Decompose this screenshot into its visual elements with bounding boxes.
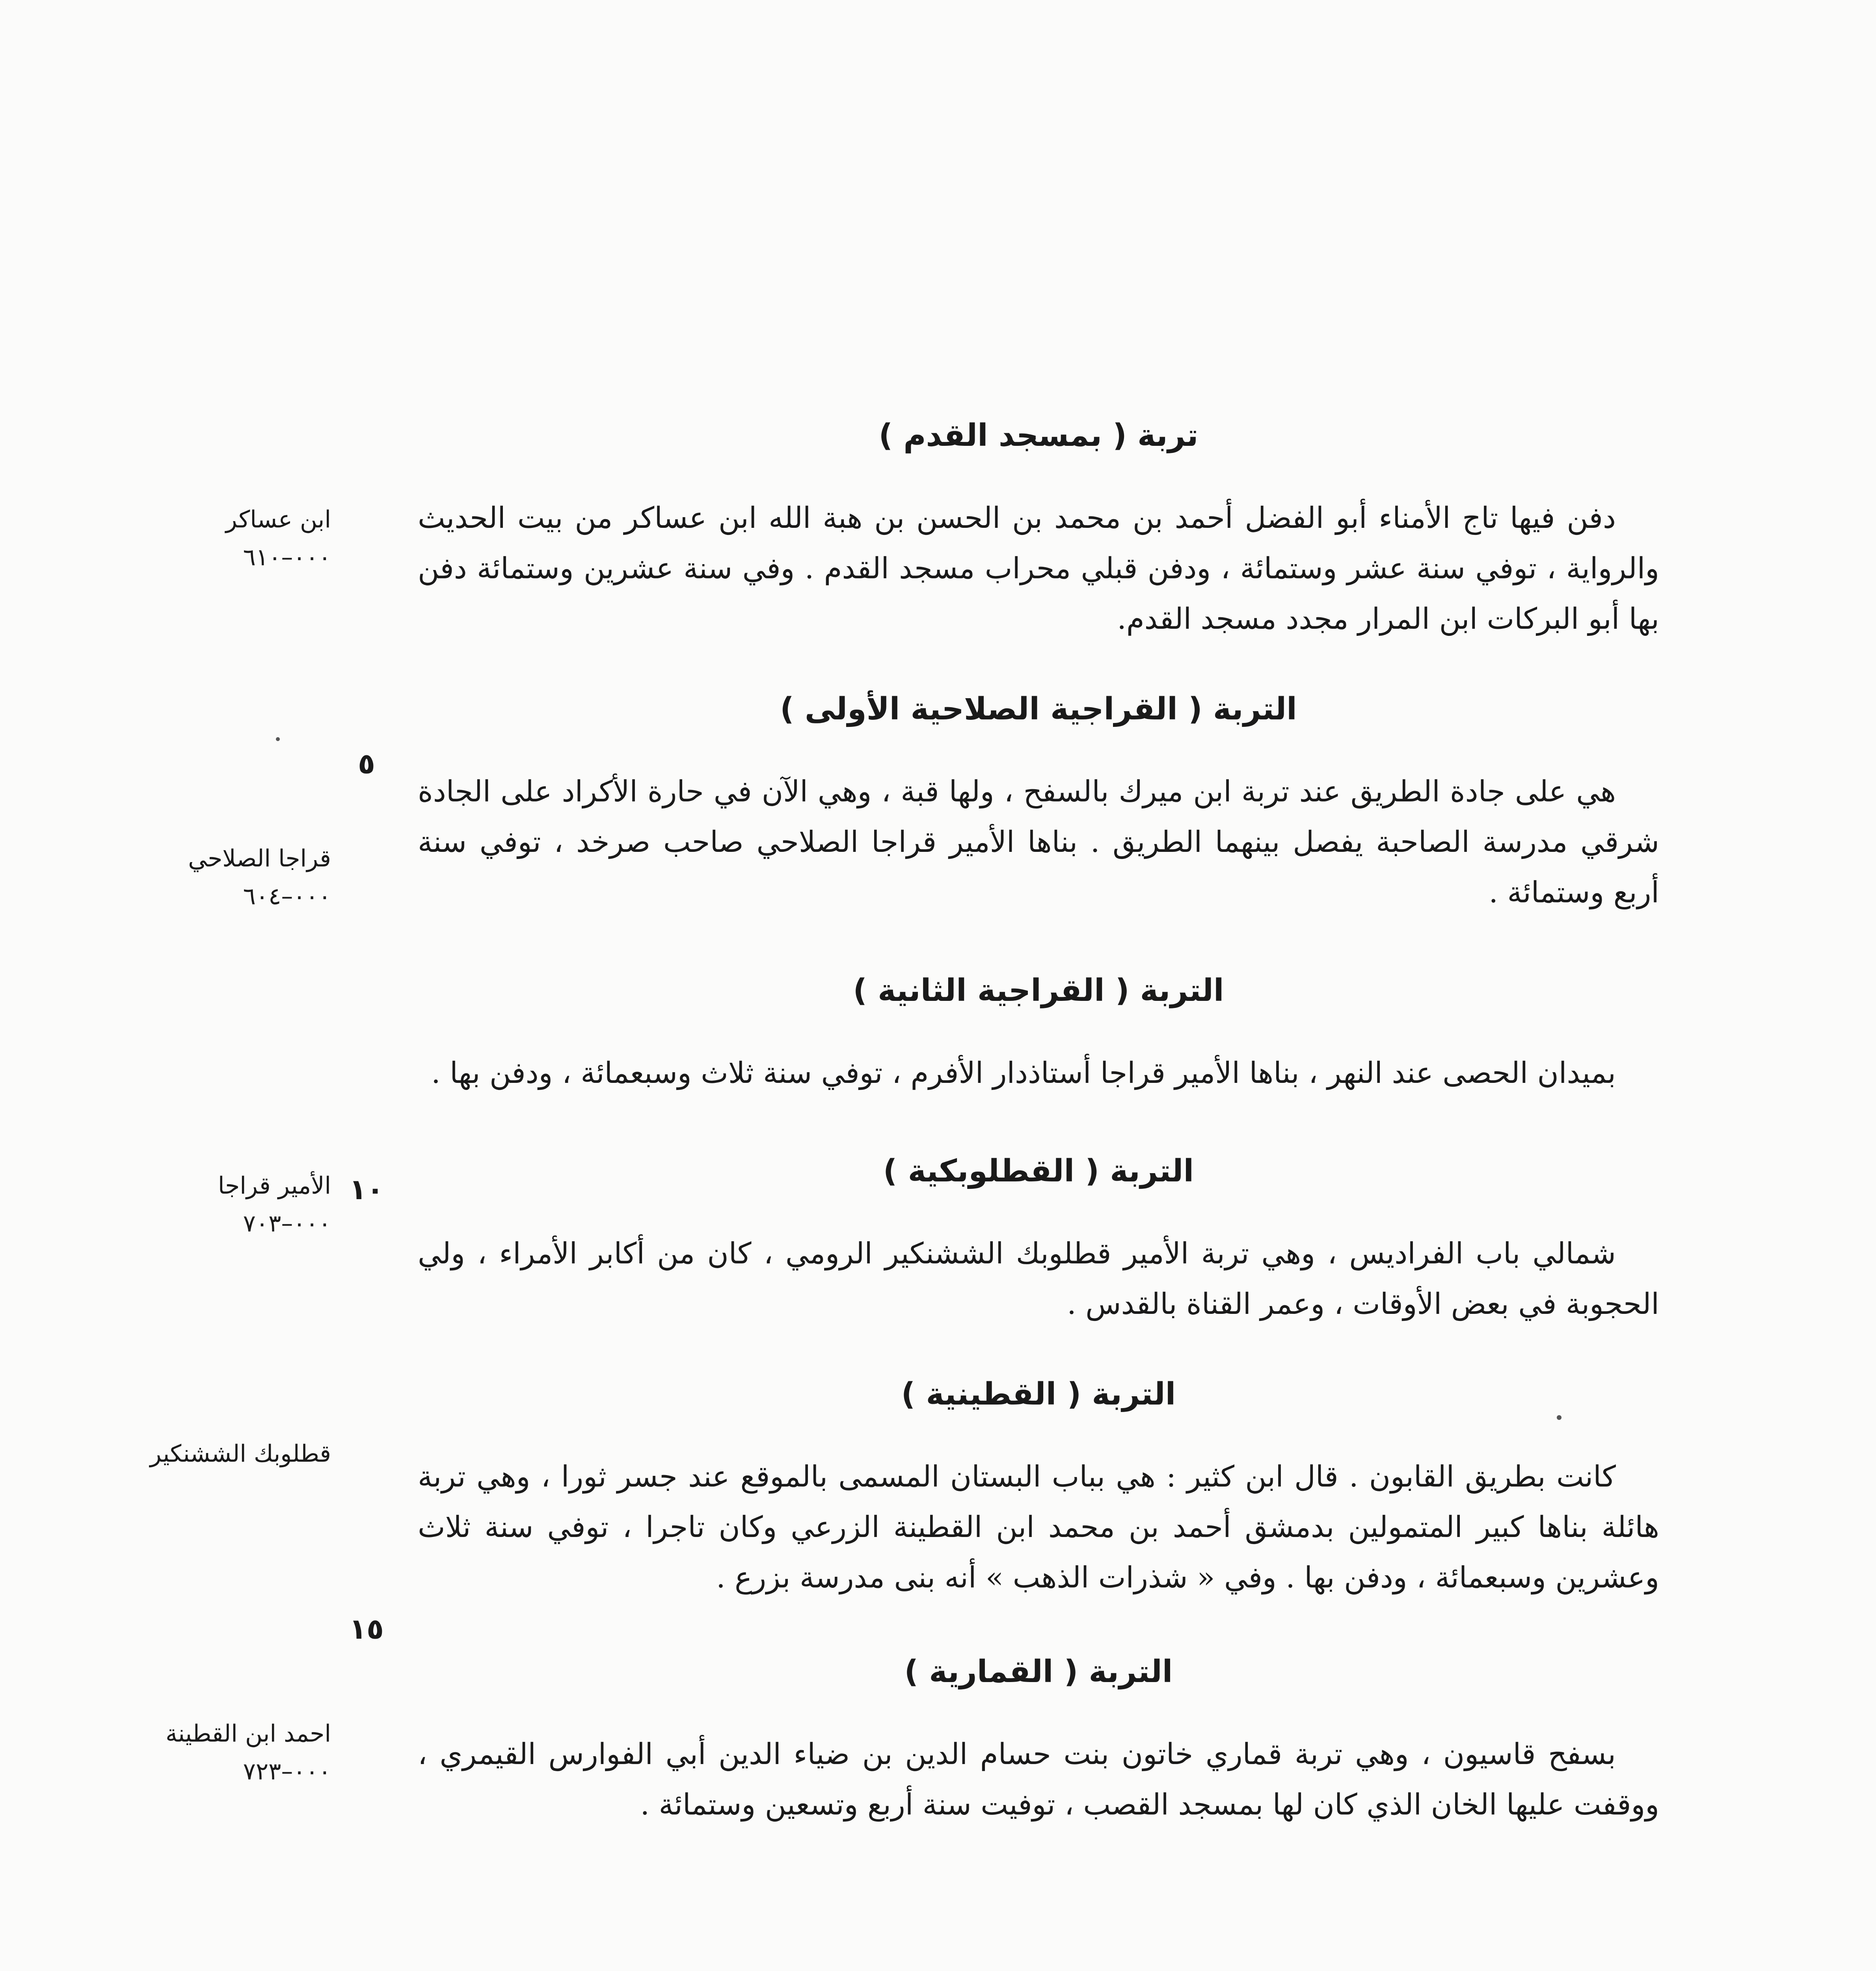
- margin-note-dates: ٠٠٠–٧٢٣: [243, 1758, 331, 1785]
- margin-note: [134, 501, 331, 576]
- section-paragraph: شمالي باب الفراديس ، وهي تربة الأمير قطلوبك الششنكير الرومي ، كان من أكابر الأمراء ، ولي الحجوبة في بعض الأوقات ، وعمر القناة بالقدس .: [418, 1237, 1659, 1321]
- margin-note-name: قراجا الصلاحي: [188, 845, 331, 872]
- margin-note: [134, 1715, 331, 1790]
- line-number: ١٥: [349, 1612, 384, 1645]
- margin-note: [134, 840, 331, 915]
- section-masjid-al-qadam: [418, 414, 1659, 644]
- section-heading: تربة ( بمسجد القدم ): [878, 418, 1199, 453]
- section-heading: التربة ( القطينية ): [901, 1377, 1176, 1412]
- margin-note: [134, 1167, 331, 1243]
- section-heading: التربة ( القراجية الثانية ): [853, 973, 1224, 1008]
- margin-note-dates: ٠٠٠–٦١٠: [243, 544, 331, 571]
- margin-note-name: الأمير قراجا: [218, 1172, 331, 1200]
- margin-note-name: قطلوبك الششنكير: [150, 1440, 331, 1468]
- section-heading: التربة ( القطلوبكية ): [883, 1153, 1194, 1189]
- section-qamariya: [418, 1650, 1659, 1830]
- margin-note-name: احمد ابن القطينة: [165, 1720, 331, 1747]
- section-paragraph: كانت بطريق القابون . قال ابن كثير : هي بباب البستان المسمى بالموقع عند جسر ثورا ، وهي تربة هائلة بناها كبير المتمولين بدمشق أحمد بن محمد ابن القطينة الزرعي وكان تاجرا ، توفي سنة ثلاث وعشرين وسبعمائة ، ودفن بها . وفي « شذرات الذهب » أنه بنى مدرسة بزرع .: [418, 1460, 1659, 1595]
- section-qutlubakiya: [418, 1149, 1659, 1329]
- margin-note-dates: ٠٠٠–٦٠٤: [243, 883, 331, 910]
- line-number: ٥: [358, 747, 375, 780]
- margin-note-name: ابن عساكر: [225, 506, 331, 533]
- section-heading: التربة ( القمارية ): [904, 1654, 1173, 1690]
- section-paragraph: هي على جادة الطريق عند تربة ابن ميرك بالسفح ، ولها قبة ، وهي الآن في حارة الأكراد على الجادة شرقي مدرسة الصاحبة يفصل بينهما الطريق . بناها الأمير قراجا الصلاحي صاحب صرخد ، توفي سنة أربع وستمائة .: [418, 775, 1659, 909]
- section-heading: التربة ( القراجية الصلاحية الأولى ): [780, 691, 1297, 727]
- margin-note-dates: ٠٠٠–٧٠٣: [243, 1210, 331, 1237]
- scan-speck: [1557, 1415, 1561, 1420]
- section-qutayniya: [418, 1373, 1659, 1603]
- line-number: ١٠: [349, 1173, 384, 1206]
- section-paragraph: بسفح قاسيون ، وهي تربة قماري خاتون بنت حسام الدين بن ضياء الدين أبي الفوارس القيمري ، ووقفت عليها الخان الذي كان لها بمسجد القصب ، توفيت سنة أربع وتسعين وستمائة .: [418, 1737, 1659, 1822]
- scan-speck: [276, 737, 280, 741]
- section-paragraph: دفن فيها تاج الأمناء أبو الفضل أحمد بن محمد بن الحسن بن هبة الله ابن عساكر من بيت الحديث والرواية ، توفي سنة عشر وستمائة ، ودفن قبلي محراب مسجد القدم . وفي سنة عشرين وستمائة دفن بها أبو البركات ابن المرار مجدد مسجد القدم.: [418, 501, 1659, 636]
- section-qarajiya-first: [418, 687, 1659, 918]
- margin-note: [134, 1435, 331, 1473]
- main-text-column: [418, 414, 1659, 1830]
- section-qarajiya-second: [418, 969, 1659, 1098]
- section-paragraph: بميدان الحصى عند النهر ، بناها الأمير قراجا أستاذدار الأفرم ، توفي سنة ثلاث وسبعمائة ، ودفن بها .: [431, 1056, 1616, 1090]
